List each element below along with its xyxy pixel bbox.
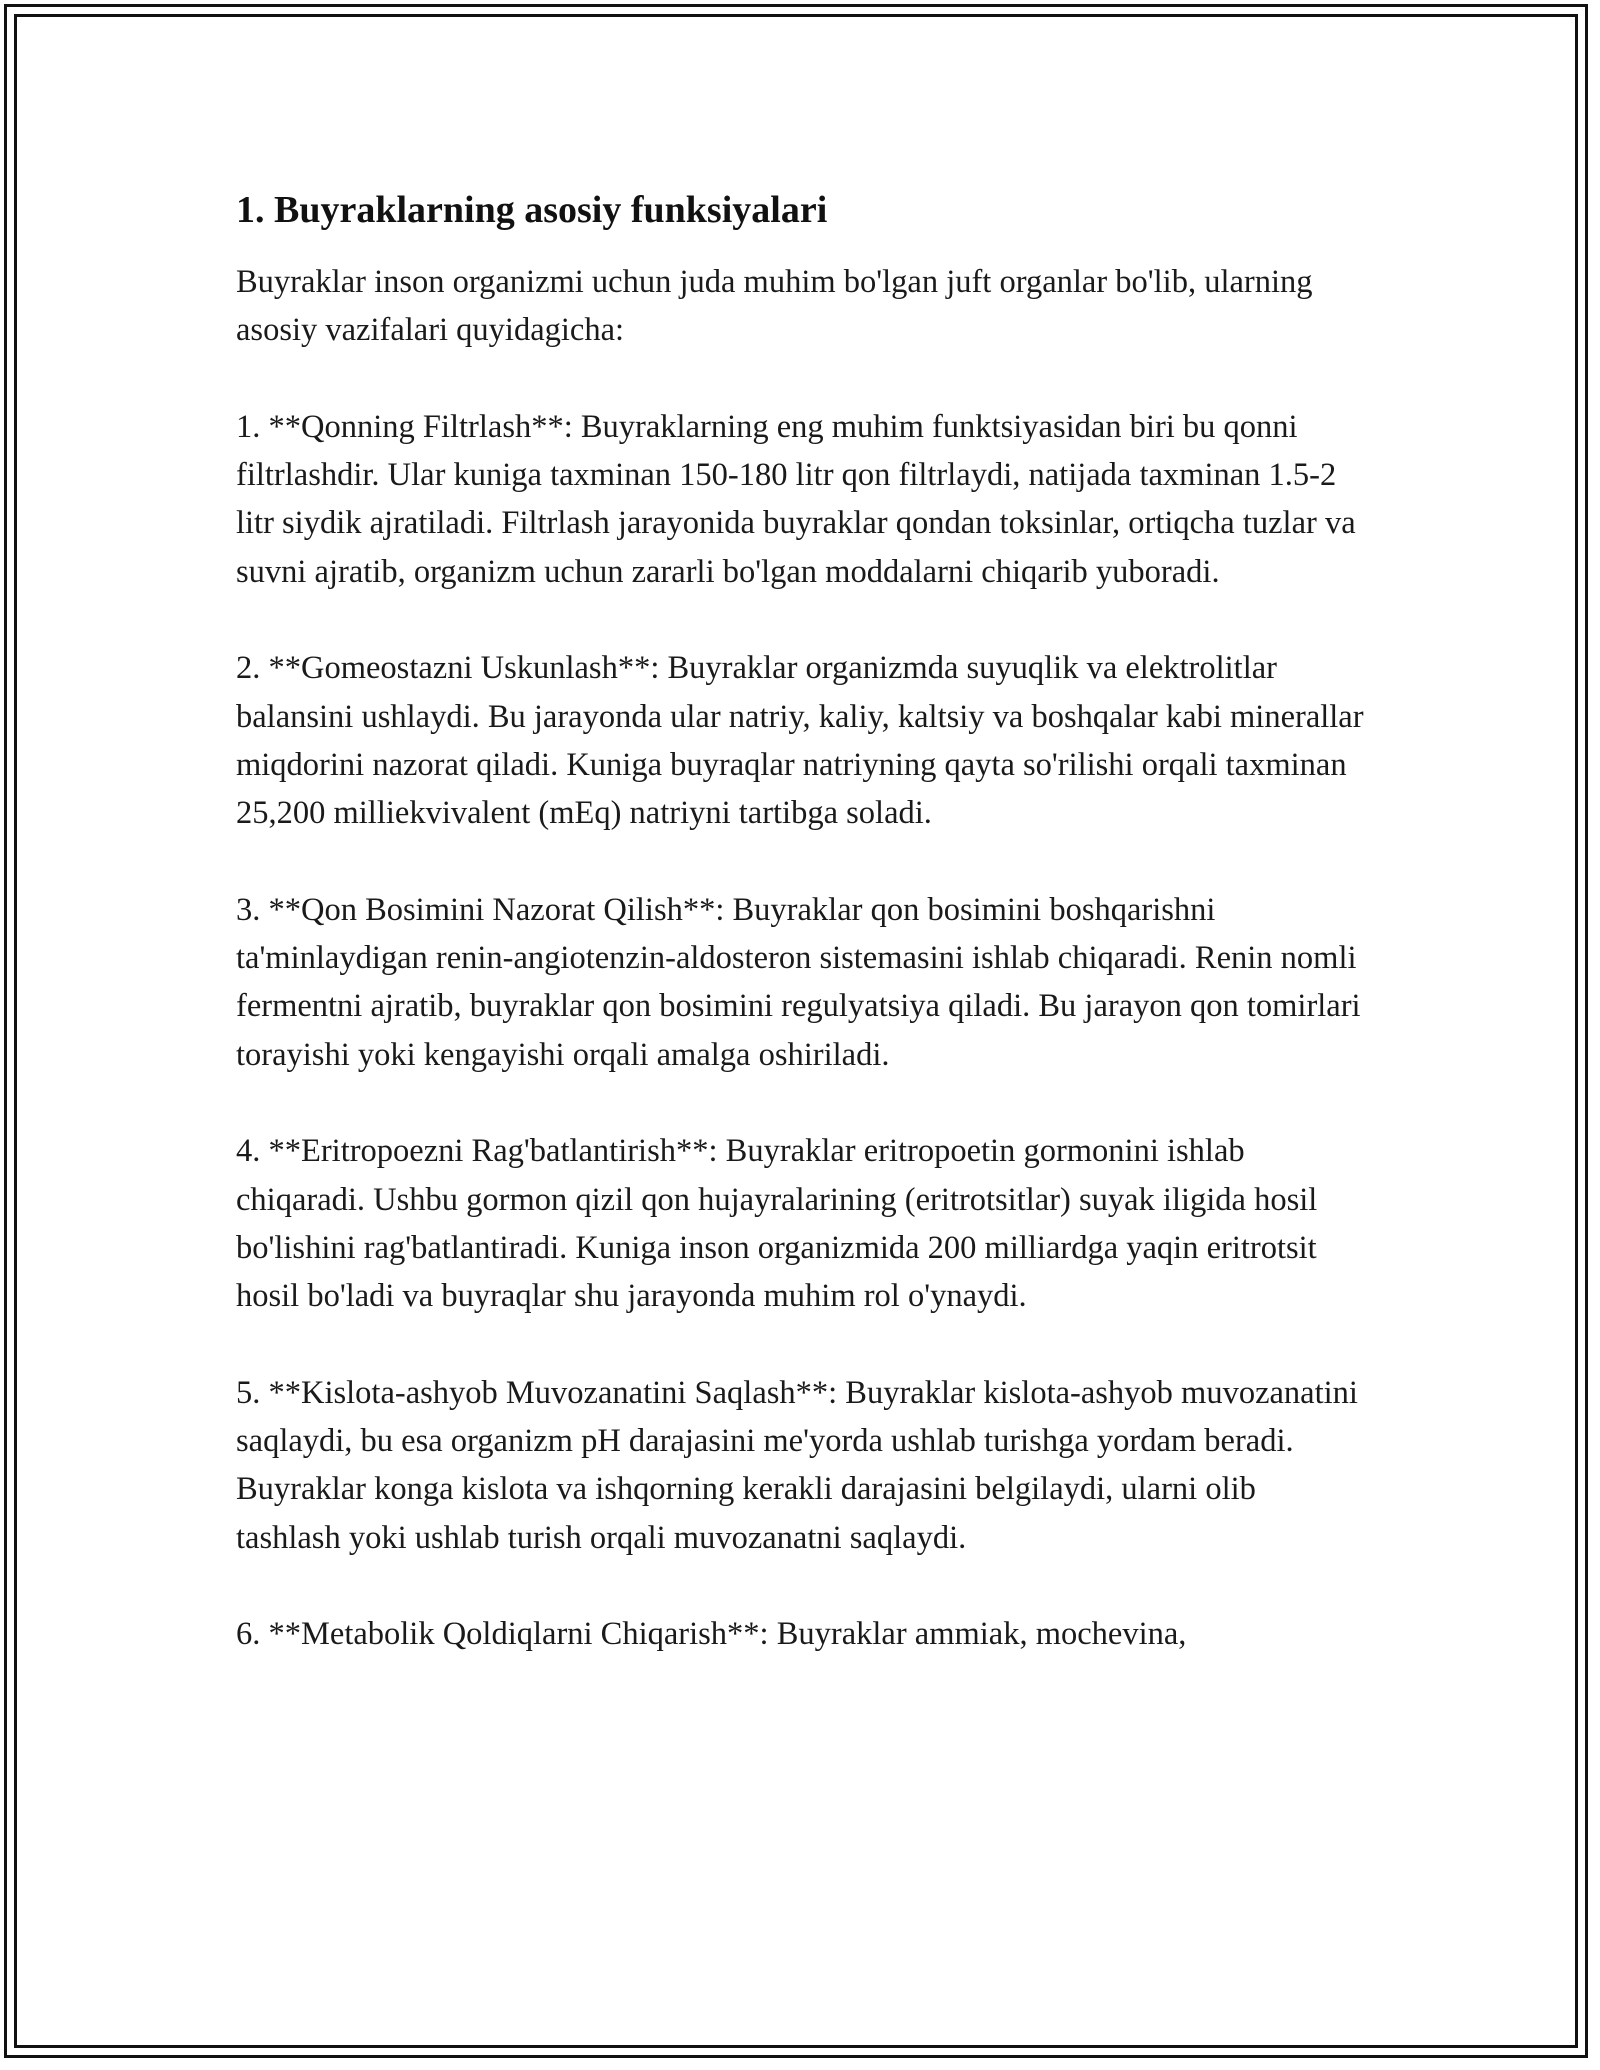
paragraph-blood-pressure: 3. **Qon Bosimini Nazorat Qilish**: Buyraklar qon bosimini boshqarishni ta'minlaydigan renin-angiotenzin-aldosteron sistemasini ishlab chiqaradi. Renin nomli fermentni ajratib, buyraklar qon bosimini regulyatsiya qiladi. Bu jarayon qon tomirlari torayishi yoki kengayishi orqali amalga oshiriladi. [236,891,1361,1073]
paragraph-erythropoiesis: 4. **Eritropoezni Rag'batlantirish**: Buyraklar eritropoetin gormonini ishlab chiqaradi. Ushbu gormon qizil qon hujayralarining (eritrotsitlar) suyak iligida hosil bo'lishini rag'batlantiradi. Kuniga inson organizmida 200 milliardga yaqin eritrotsit hosil bo'ladi va buyraqlar shu jarayonda muhim rol o'ynaydi. [236,1133,1318,1315]
document-title: 1. Buyraklarning asosiy funksiyalari [236,189,828,231]
paragraph-acid-base: 5. **Kislota-ashyob Muvozanatini Saqlash**: Buyraklar kislota-ashyob muvozanatini saqlaydi, bu esa organizm pH darajasini me'yorda ushlab turishga yordam beradi. Buyraklar konga kislota va ishqorning kerakli darajasini belgilaydi, ularni olib tashlash yoki ushlab turish orqali muvozanatni saqlaydi. [236,1374,1358,1556]
paragraph-homeostasis: 2. **Gomeostazni Uskunlash**: Buyraklar organizmda suyuqlik va elektrolitlar balansini ushlaydi. Bu jarayonda ular natriy, kaliy, kaltsiy va boshqalar kabi minerallar miqdorini nazorat qiladi. Kuniga buyraqlar natriyning qayta so'rilishi orqali taxminan 25,200 milliekvivalent (mEq) natriyni tartibga soladi. [236,650,1364,832]
document-body [236,186,1366,1707]
paragraph-filtration: 1. **Qonning Filtrlash**: Buyraklarning eng muhim funktsiyasidan biri bu qonni filtrlashdir. Ular kuniga taxminan 150-180 litr qon filtrlaydi, natijada taxminan 1.5-2 litr siydik ajratiladi. Filtrlash jarayonida buyraklar qondan toksinlar, ortiqcha tuzlar va suvni ajratib, organizm uchun zararli bo'lgan moddalarni chiqarib yuboradi. [236,408,1356,590]
paragraph-metabolic-waste: 6. **Metabolik Qoldiqlarni Chiqarish**: Buyraklar ammiak, mochevina, [236,1616,1187,1653]
intro-paragraph: Buyraklar inson organizmi uchun juda muhim bo'lgan juft organlar bo'lib, ularning asosiy vazifalari quyidagicha: [236,264,1313,349]
